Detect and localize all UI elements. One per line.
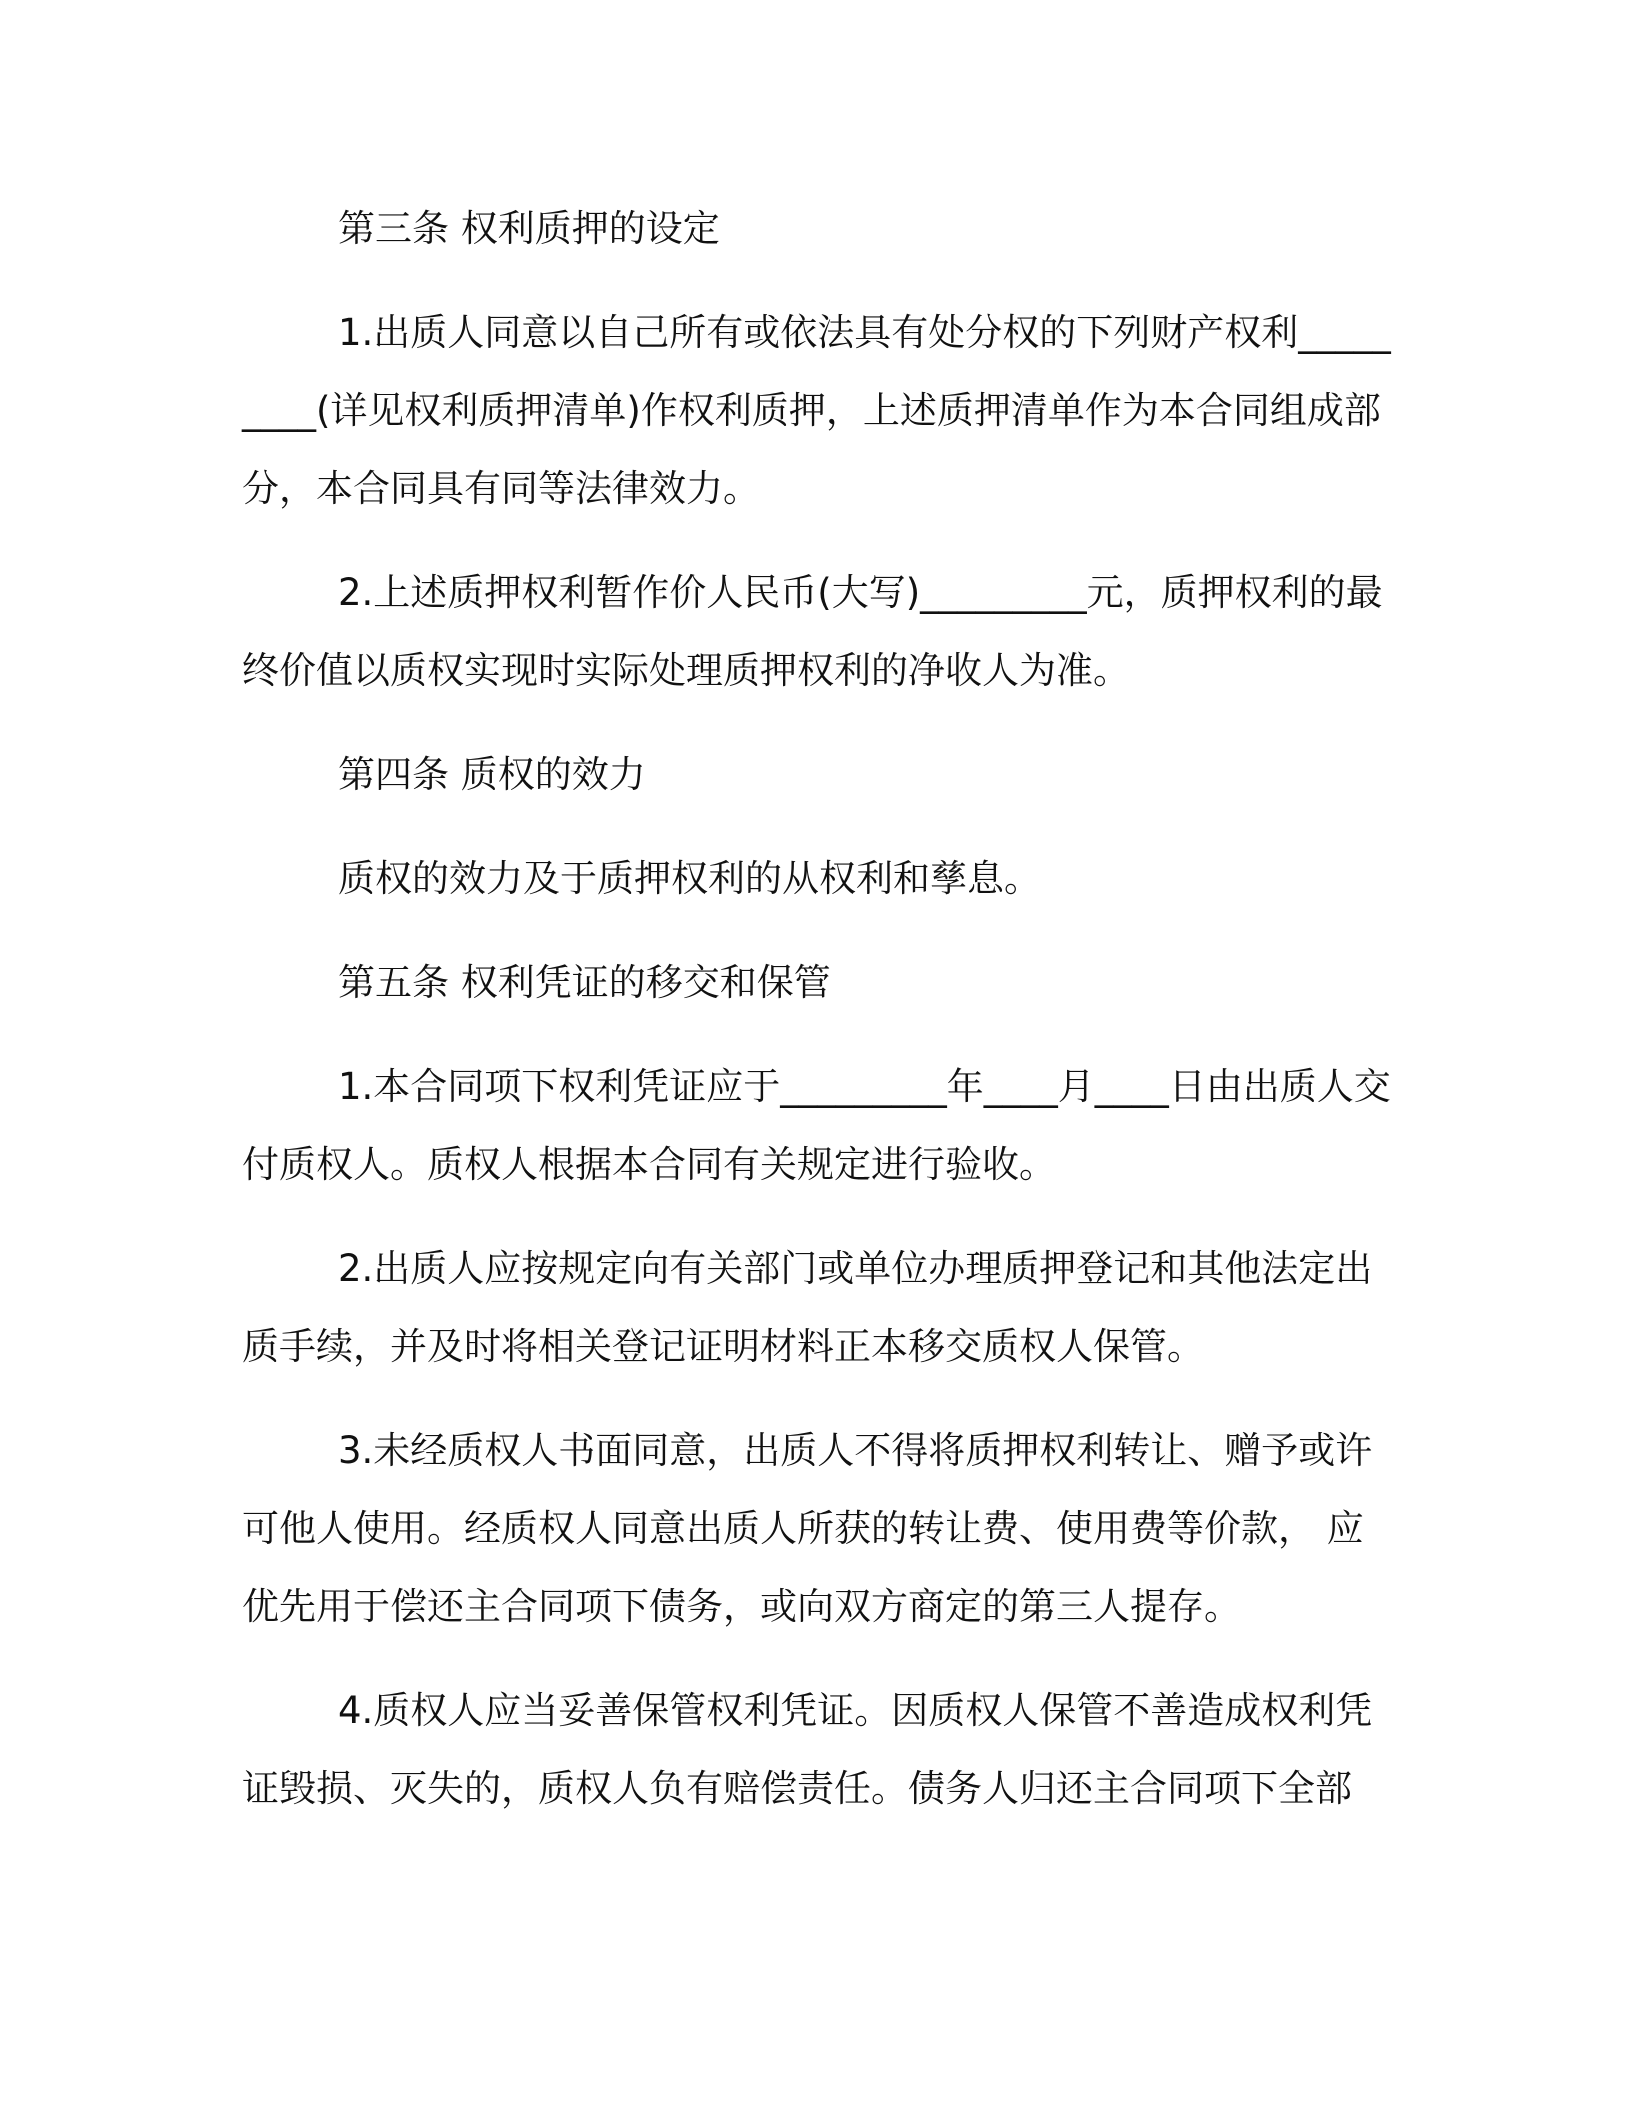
- article-5-clause-2: 2.出质人应按规定向有关部门或单位办理质押登记和其他法定出质手续，并及时将相关登记证明材料正本移交质权人保管。: [242, 1247, 1373, 1368]
- document-body: [242, 190, 1392, 1854]
- article-5-clause-4: 4.质权人应当妥善保管权利凭证。因质权人保管不善造成权利凭证毁损、灭失的，质权人负有赔偿责任。债务人归还主合同项下全部: [242, 1689, 1373, 1810]
- article-4-heading: 第四条 质权的效力: [338, 753, 646, 796]
- article-3-clause-1: 1.出质人同意以自己所有或依法具有处分权的下列财产权利_________(详见权利质押清单)作权利质押，上述质押清单作为本合同组成部分，本合同具有同等法律效力。: [242, 311, 1391, 510]
- article-3-heading: 第三条 权利质押的设定: [338, 207, 720, 250]
- article-5-heading: 第五条 权利凭证的移交和保管: [338, 961, 831, 1004]
- article-3-clause-2: 2.上述质押权利暂作价人民币(大写)_________元，质押权利的最终价值以质权实现时实际处理质押权利的净收人为准。: [242, 571, 1383, 692]
- article-5-clause-1: 1.本合同项下权利凭证应于_________年____月____日由出质人交付质权人。质权人根据本合同有关规定进行验收。: [242, 1065, 1391, 1186]
- article-5-clause-3: 3.未经质权人书面同意，出质人不得将质押权利转让、赠予或许可他人使用。经质权人同意出质人所获的转让费、使用费等价款， 应优先用于偿还主合同项下债务，或向双方商定的第三人提存。: [242, 1429, 1373, 1628]
- article-4-clause: 质权的效力及于质押权利的从权利和孳息。: [338, 857, 1041, 900]
